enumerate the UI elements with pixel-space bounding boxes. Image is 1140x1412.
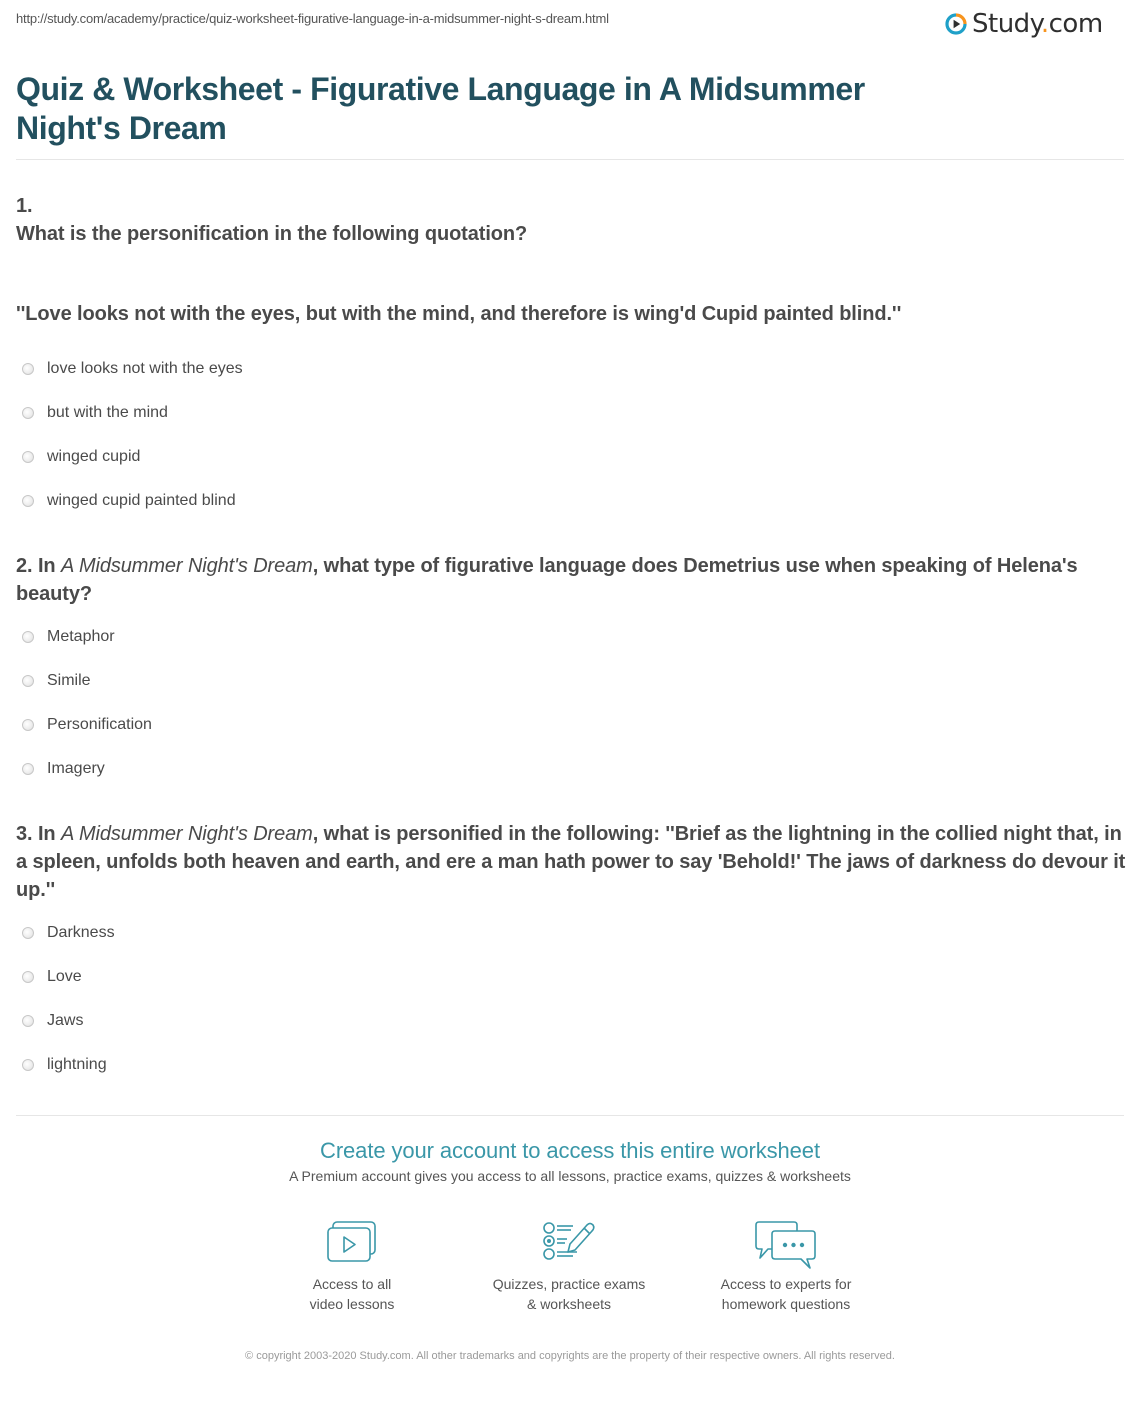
question-2-text: 2. In A Midsummer Night's Dream, what type of figurative language does Demetrius use when speaking of Helena's beauty? [16, 555, 1078, 605]
answer-option[interactable]: Darkness [22, 911, 115, 955]
logo-wordmark: Study.com [972, 9, 1103, 39]
play-circle-icon [945, 13, 967, 35]
radio-button[interactable] [22, 927, 34, 939]
question-3-text: 3. In A Midsummer Night's Dream, what is personified in the following: ''Brief as the lightning in the collied night that, in a spleen, unfolds both heaven and earth, and ere a man hath power to say 'Behold!' The jaws of darkness do devour it up.'' [16, 823, 1126, 901]
answer-option[interactable]: winged cupid painted blind [22, 479, 243, 523]
radio-button[interactable] [22, 1059, 34, 1071]
feature-label: Quizzes, practice exams & worksheets [492, 1276, 646, 1312]
answer-option[interactable]: but with the mind [22, 391, 243, 435]
answer-option[interactable]: Simile [22, 659, 152, 703]
title-divider [16, 159, 1124, 160]
cta-divider [16, 1115, 1124, 1116]
video-lessons-icon [326, 1220, 378, 1264]
radio-button[interactable] [22, 763, 34, 775]
answer-option[interactable]: winged cupid [22, 435, 243, 479]
answer-option[interactable]: love looks not with the eyes [22, 347, 243, 391]
feature-video-lessons [252, 1220, 452, 1314]
question-1-text: What is the personification in the following quotation? [16, 223, 528, 245]
radio-button[interactable] [22, 451, 34, 463]
answer-option[interactable]: Jaws [22, 999, 115, 1043]
radio-button[interactable] [22, 495, 34, 507]
radio-button[interactable] [22, 407, 34, 419]
answer-option[interactable]: Metaphor [22, 615, 152, 659]
page-url: http://study.com/academy/practice/quiz-worksheet-figurative-language-in-a-midsummer-night-s-dream.html [16, 11, 609, 26]
cta-subtitle: A Premium account gives you access to all lessons, practice exams, quizzes & worksheets [289, 1168, 851, 1184]
radio-button[interactable] [22, 675, 34, 687]
question-1-quote: ''Love looks not with the eyes, but with the mind, and therefore is wing'd Cupid painted blind.'' [16, 303, 902, 325]
answer-option[interactable]: Personification [22, 703, 152, 747]
radio-button[interactable] [22, 971, 34, 983]
question-3-options [22, 911, 115, 1087]
copyright-notice: © copyright 2003-2020 Study.com. All other trademarks and copyrights are the property of their respective owners. All rights reserved. [245, 1350, 895, 1362]
answer-option[interactable]: lightning [22, 1043, 115, 1087]
answer-option[interactable]: Love [22, 955, 115, 999]
answer-option[interactable]: Imagery [22, 747, 152, 791]
question-1-options [22, 347, 243, 523]
radio-button[interactable] [22, 1015, 34, 1027]
create-account-link[interactable]: Create your account to access this entire worksheet [320, 1138, 820, 1163]
page-title: Quiz & Worksheet - Figurative Language in A Midsummer Night's Dream [16, 71, 865, 146]
quiz-checklist-icon [541, 1220, 597, 1264]
radio-button[interactable] [22, 719, 34, 731]
feature-label: Access to all video lessons [309, 1276, 395, 1312]
radio-button[interactable] [22, 363, 34, 375]
question-1-number: 1. [16, 195, 33, 217]
feature-label: Access to experts for homework questions [720, 1276, 852, 1312]
feature-experts [686, 1220, 886, 1314]
radio-button[interactable] [22, 631, 34, 643]
chat-bubbles-icon [754, 1220, 818, 1272]
feature-quizzes [469, 1220, 669, 1314]
study-logo[interactable] [945, 9, 1103, 39]
question-2-options [22, 615, 152, 791]
